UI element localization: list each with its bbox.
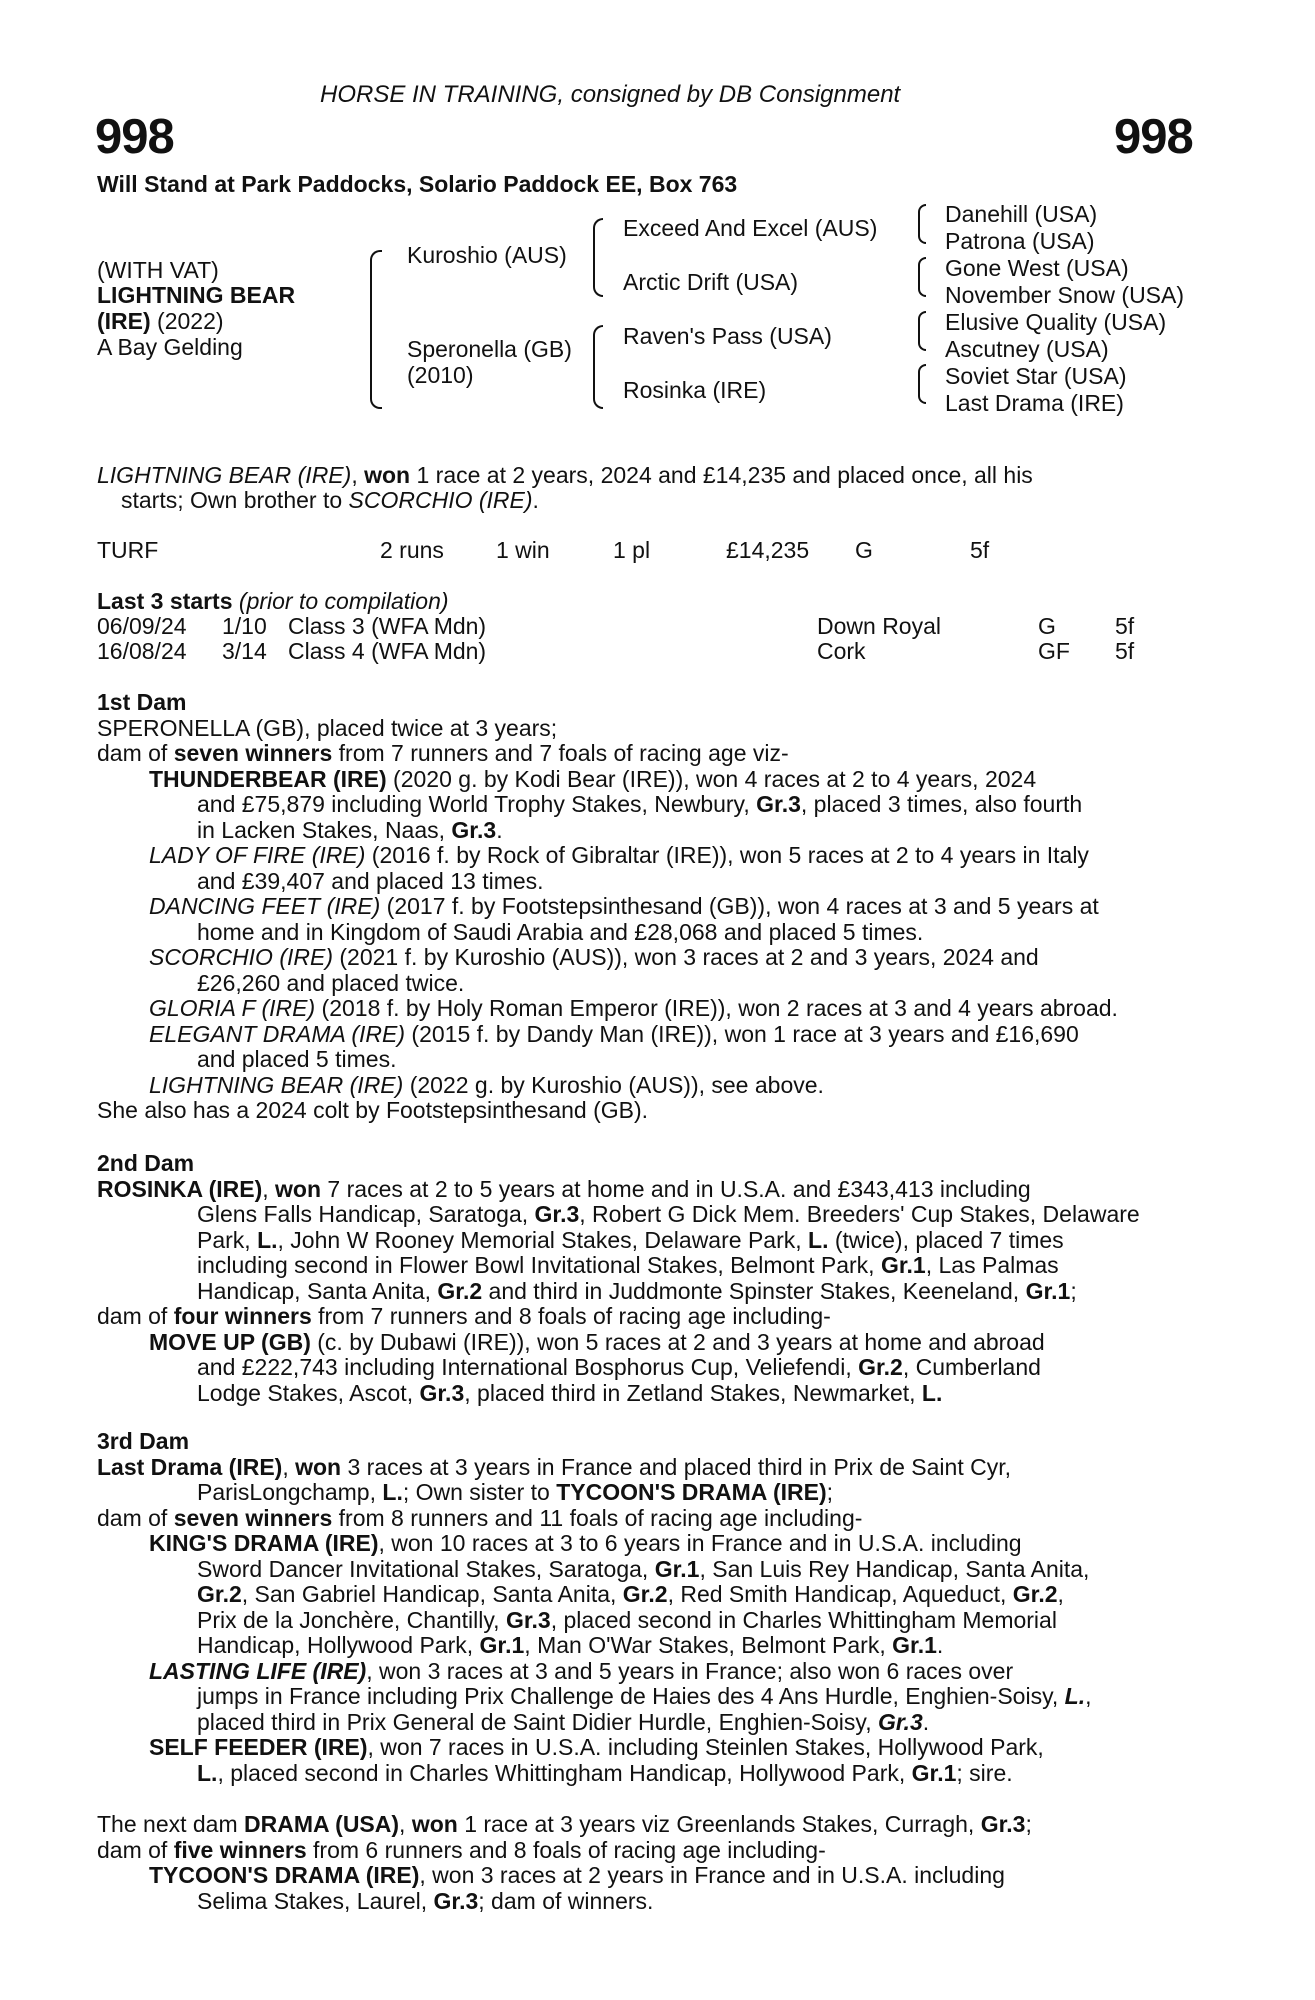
list-item bbox=[97, 1735, 1204, 1761]
text: (2018 f. by Holy Roman Emperor (IRE)), won 2 races at 3 and 4 years abroad. bbox=[315, 995, 1118, 1021]
text-line bbox=[97, 1304, 1204, 1330]
list-item-cont bbox=[97, 818, 1204, 844]
horse-country-year bbox=[97, 309, 224, 335]
third-dam-title: 3rd Dam bbox=[97, 1428, 190, 1454]
text: Park, bbox=[197, 1226, 258, 1253]
text: . bbox=[496, 816, 503, 843]
text: , bbox=[1057, 1581, 1064, 1607]
text: , John W Rooney Memorial Stakes, Delaware Park, bbox=[277, 1226, 809, 1253]
text: Handicap, Hollywood Park, bbox=[197, 1632, 480, 1658]
list-item-cont bbox=[97, 1608, 1204, 1634]
start-going: G bbox=[1038, 613, 1056, 639]
lot-number-right: 998 bbox=[1114, 110, 1193, 164]
text: dam of bbox=[97, 740, 174, 766]
winners-count: seven winners bbox=[173, 1504, 333, 1531]
list-item bbox=[97, 767, 1204, 793]
start-distance: 5f bbox=[1115, 638, 1135, 664]
produce-name: GLORIA F (IRE) bbox=[149, 995, 316, 1021]
produce-name: SELF FEEDER (IRE) bbox=[149, 1734, 368, 1760]
text: (2020 g. by Kodi Bear (IRE)), won 4 races at 2 to 4 years, 2024 bbox=[386, 765, 1037, 792]
summary-text: . bbox=[532, 487, 539, 513]
grade: L. bbox=[1064, 1683, 1086, 1709]
text-line bbox=[97, 1177, 1204, 1203]
list-item bbox=[97, 996, 1204, 1022]
list-item-cont bbox=[97, 1684, 1204, 1710]
lot-number-left: 998 bbox=[95, 110, 174, 164]
start-going: GF bbox=[1038, 638, 1070, 664]
text: ; bbox=[1025, 1811, 1032, 1837]
first-dam-intro: SPERONELLA (GB), placed twice at 3 years; bbox=[97, 714, 558, 741]
vat-note: (WITH VAT) bbox=[97, 257, 219, 283]
grade: Gr.2 bbox=[1012, 1581, 1058, 1607]
list-item bbox=[97, 1531, 1204, 1557]
text: , bbox=[282, 1453, 296, 1480]
second-dam-section bbox=[97, 1151, 1204, 1406]
text: (c. by Dubawi (IRE)), won 5 races at 2 and 3 years at home and abroad bbox=[310, 1328, 1045, 1355]
produce-name: LIGHTNING BEAR (IRE) bbox=[149, 1071, 404, 1098]
list-item bbox=[97, 843, 1204, 869]
start-class: Class 3 (WFA Mdn) bbox=[288, 613, 487, 639]
stand-location: Will Stand at Park Paddocks, Solario Paddock EE, Box 763 bbox=[97, 171, 738, 197]
text: , Robert G Dick Mem. Breeders' Cup Stakes, Delaware bbox=[579, 1201, 1140, 1227]
list-item bbox=[97, 945, 1204, 971]
grade: Gr.3 bbox=[877, 1708, 923, 1735]
text: ParisLongchamp, bbox=[197, 1479, 383, 1505]
summary-text: 1 race at 2 years, 2024 and £14,235 and placed once, all his bbox=[410, 462, 1033, 488]
grade: Gr.1 bbox=[911, 1759, 957, 1786]
text: in Lacken Stakes, Naas, bbox=[197, 816, 452, 843]
first-dam-footnote: She also has a 2024 colt by Footstepsinthesand (GB). bbox=[97, 1097, 649, 1123]
text: placed third in Prix General de Saint Didier Hurdle, Enghien-Soisy, bbox=[197, 1708, 878, 1735]
summary-text: starts; Own brother to bbox=[121, 487, 349, 513]
start-class: Class 4 (WFA Mdn) bbox=[288, 638, 487, 664]
text-line bbox=[97, 1480, 1204, 1506]
grade: Gr.3 bbox=[433, 1887, 479, 1914]
produce-name: THUNDERBEAR (IRE) bbox=[149, 765, 387, 792]
text: from 7 runners and 7 foals of racing age viz- bbox=[332, 740, 789, 766]
pedigree-brace-g4 bbox=[918, 364, 926, 404]
text: The next dam bbox=[97, 1811, 245, 1837]
pedigree-dam: Speronella (GB) bbox=[407, 336, 572, 362]
summary-text: , bbox=[351, 462, 365, 488]
pedigree-brace-dam bbox=[593, 325, 603, 409]
text: , placed second in Charles Whittingham Memorial bbox=[550, 1606, 1057, 1633]
text-line bbox=[97, 1506, 1204, 1532]
text: , Red Smith Handicap, Aqueduct, bbox=[667, 1581, 1013, 1607]
record-prize: £14,235 bbox=[726, 537, 810, 563]
horse-year: (2022) bbox=[150, 308, 224, 334]
text: (2022 g. by Kuroshio (AUS)), see above. bbox=[403, 1071, 824, 1098]
start-course: Cork bbox=[817, 638, 866, 664]
grade: Gr.2 bbox=[858, 1354, 903, 1380]
text: Prix de la Jonchère, Chantilly, bbox=[197, 1606, 506, 1633]
text: , won 7 races in U.S.A. including Steinlen Stakes, Hollywood Park, bbox=[367, 1734, 1044, 1760]
pedigree-brace-g2 bbox=[918, 257, 926, 297]
text: jumps in France including Prix Challenge de Haies des 4 Ans Hurdle, Enghien-Soisy, bbox=[197, 1683, 1065, 1709]
text: from 7 runners and 8 foals of racing age including- bbox=[311, 1303, 831, 1329]
list-item-cont bbox=[97, 1710, 1204, 1736]
text: , Cumberland bbox=[902, 1354, 1041, 1380]
text: (2017 f. by Footstepsinthesand (GB)), won 4 races at 3 and 5 years at bbox=[380, 893, 1099, 919]
list-item-cont bbox=[97, 1761, 1204, 1787]
grade: L. bbox=[921, 1379, 943, 1406]
pedigree-sire: Kuroshio (AUS) bbox=[407, 242, 567, 268]
text: , won 10 races at 3 to 6 years in France and in U.S.A. including bbox=[378, 1530, 1022, 1556]
winners-count: seven winners bbox=[173, 740, 333, 766]
list-item bbox=[97, 1022, 1204, 1048]
produce-name: SCORCHIO (IRE) bbox=[149, 944, 333, 970]
text: dam of bbox=[97, 1836, 174, 1863]
record-placed: 1 pl bbox=[613, 537, 651, 563]
text: including second in Flower Bowl Invitational Stakes, Belmont Park, bbox=[197, 1252, 881, 1278]
pedigree-g3: Gone West (USA) bbox=[945, 255, 1129, 281]
text: 3 races at 3 years in France and placed third in Prix de Saint Cyr, bbox=[341, 1453, 1011, 1480]
text: and £75,879 including World Trophy Stakes, Newbury, bbox=[197, 791, 757, 817]
grade: Gr.3 bbox=[451, 816, 497, 843]
horse-description: A Bay Gelding bbox=[97, 334, 243, 360]
grade: Gr.3 bbox=[505, 1606, 551, 1633]
won: won bbox=[411, 1811, 458, 1837]
list-item-cont bbox=[97, 1557, 1204, 1583]
pedigree-g7: Soviet Star (USA) bbox=[945, 363, 1127, 389]
grade: L. bbox=[257, 1226, 278, 1253]
grade: Gr.2 bbox=[437, 1277, 483, 1304]
list-item bbox=[97, 894, 1204, 920]
grade: L. bbox=[197, 1759, 218, 1786]
text: 1 race at 3 years viz Greenlands Stakes, Curragh, bbox=[457, 1811, 981, 1837]
list-item-cont: £26,260 and placed twice. bbox=[197, 969, 465, 996]
list-item-cont bbox=[97, 1355, 1204, 1381]
first-dam-title: 1st Dam bbox=[97, 689, 187, 715]
summary-sibling: SCORCHIO (IRE) bbox=[348, 487, 533, 513]
grade: Gr.3 bbox=[756, 791, 801, 817]
text: , bbox=[262, 1175, 276, 1202]
pedigree-brace-g1 bbox=[918, 204, 926, 244]
list-item bbox=[97, 1330, 1204, 1356]
grade: Gr.1 bbox=[479, 1632, 525, 1658]
text: (2016 f. by Rock of Gibraltar (IRE)), won 5 races at 2 to 4 years in Italy bbox=[365, 842, 1089, 868]
start-position: 3/14 bbox=[222, 638, 267, 664]
start-date: 06/09/24 bbox=[97, 613, 187, 639]
list-item-cont: and £39,407 and placed 13 times. bbox=[197, 867, 544, 894]
list-item-cont bbox=[97, 1582, 1204, 1608]
text: , bbox=[1085, 1683, 1092, 1709]
text: . bbox=[936, 1632, 944, 1658]
text: , Las Palmas bbox=[925, 1252, 1059, 1278]
text: , San Gabriel Handicap, Santa Anita, bbox=[241, 1581, 623, 1607]
text: ; dam of winners. bbox=[478, 1887, 654, 1914]
text: , won 3 races at 2 years in France and in U.S.A. including bbox=[419, 1862, 1005, 1888]
pedigree-g6: Ascutney (USA) bbox=[945, 336, 1109, 362]
text: , San Luis Rey Handicap, Santa Anita, bbox=[699, 1555, 1090, 1582]
list-item-cont bbox=[97, 1633, 1204, 1659]
list-item-cont bbox=[97, 792, 1204, 818]
record-wins: 1 win bbox=[496, 537, 550, 563]
pedigree-sire-sire: Exceed And Excel (AUS) bbox=[623, 215, 878, 241]
dam-name: Last Drama (IRE) bbox=[97, 1453, 283, 1480]
consignment-header: HORSE IN TRAINING, consigned by DB Consignment bbox=[320, 81, 901, 108]
text: . bbox=[922, 1708, 930, 1735]
text-line bbox=[97, 1228, 1204, 1254]
third-dam-section bbox=[97, 1429, 1204, 1786]
list-item-cont: home and in Kingdom of Saudi Arabia and £28,068 and placed 5 times. bbox=[197, 918, 924, 945]
text: Handicap, Santa Anita, bbox=[197, 1277, 438, 1304]
grade: Gr.3 bbox=[980, 1811, 1026, 1837]
grade: L. bbox=[382, 1479, 403, 1505]
last-starts-title: Last 3 starts bbox=[97, 588, 233, 614]
record-runs: 2 runs bbox=[380, 537, 444, 563]
list-item bbox=[97, 1073, 1204, 1099]
grade: Gr.2 bbox=[197, 1581, 242, 1607]
text: ; bbox=[826, 1479, 833, 1505]
text: dam of bbox=[97, 1303, 174, 1329]
list-item-cont: and placed 5 times. bbox=[197, 1046, 397, 1072]
grade: Gr.2 bbox=[622, 1581, 668, 1607]
pedigree-g2: Patrona (USA) bbox=[945, 228, 1095, 254]
text: Glens Falls Handicap, Saratoga, bbox=[197, 1201, 535, 1227]
pedigree-sire-dam: Arctic Drift (USA) bbox=[623, 269, 799, 295]
winners-count: five winners bbox=[173, 1836, 307, 1863]
won: won bbox=[275, 1175, 322, 1202]
text-line bbox=[97, 1812, 1204, 1838]
text: Lodge Stakes, Ascot, bbox=[197, 1379, 420, 1406]
text: , placed 3 times, also fourth bbox=[800, 791, 1083, 817]
summary-horse-name: LIGHTNING BEAR (IRE) bbox=[97, 462, 352, 488]
text: , placed second in Charles Whittingham Handicap, Hollywood Park, bbox=[217, 1759, 912, 1786]
summary-line-2 bbox=[121, 488, 539, 514]
text: (2021 f. by Kuroshio (AUS)), won 3 races at 2 and 3 years, 2024 and bbox=[333, 944, 1039, 970]
text: (2015 f. by Dandy Man (IRE)), won 1 race at 3 years and £16,690 bbox=[405, 1020, 1079, 1047]
pedigree-brace-g3 bbox=[918, 311, 926, 351]
produce-name: MOVE UP (GB) bbox=[149, 1328, 311, 1355]
summary-won: won bbox=[364, 462, 411, 488]
list-item-cont bbox=[97, 1889, 1204, 1915]
text: ; sire. bbox=[956, 1759, 1013, 1786]
horse-name: LIGHTNING BEAR bbox=[97, 282, 296, 308]
text: , won 3 races at 3 and 5 years in France; also won 6 races over bbox=[366, 1657, 1014, 1684]
record-distance: 5f bbox=[970, 537, 990, 563]
text: ; bbox=[1070, 1277, 1077, 1304]
pedigree-g8: Last Drama (IRE) bbox=[945, 390, 1124, 416]
text: (twice), placed 7 times bbox=[828, 1226, 1064, 1253]
dam-name: DRAMA (USA) bbox=[244, 1811, 400, 1837]
produce-name: LADY OF FIRE (IRE) bbox=[149, 842, 366, 868]
text: 7 races at 2 to 5 years at home and in U.S.A. and £343,413 including bbox=[321, 1175, 1031, 1202]
record-surface: TURF bbox=[97, 537, 159, 563]
text: dam of bbox=[97, 1504, 174, 1531]
grade: Gr.1 bbox=[880, 1252, 926, 1278]
produce-name: TYCOON'S DRAMA (IRE) bbox=[149, 1862, 420, 1888]
pedigree-g4: November Snow (USA) bbox=[945, 282, 1185, 308]
next-dam-section bbox=[97, 1812, 1204, 1914]
start-position: 1/10 bbox=[222, 613, 267, 639]
text: ; Own sister to bbox=[402, 1479, 557, 1505]
start-distance: 5f bbox=[1115, 613, 1135, 639]
text-line bbox=[97, 1455, 1204, 1481]
grade: Gr.1 bbox=[1025, 1277, 1071, 1304]
grade: Gr.1 bbox=[892, 1632, 937, 1658]
text-line bbox=[97, 1279, 1204, 1305]
pedigree-dam-dam: Rosinka (IRE) bbox=[623, 377, 767, 403]
text: and £222,743 including International Bosphorus Cup, Veliefendi, bbox=[197, 1354, 859, 1380]
produce-name: ELEGANT DRAMA (IRE) bbox=[149, 1020, 406, 1047]
text: Selima Stakes, Laurel, bbox=[197, 1887, 434, 1914]
text-line bbox=[97, 1202, 1204, 1228]
text: from 8 runners and 11 foals of racing age including- bbox=[332, 1504, 863, 1531]
last-starts-heading bbox=[97, 589, 449, 615]
horse-country: (IRE) bbox=[97, 308, 151, 334]
list-item bbox=[97, 1659, 1204, 1685]
list-item-cont bbox=[97, 1381, 1204, 1407]
text-line bbox=[97, 1253, 1204, 1279]
list-item bbox=[97, 1863, 1204, 1889]
produce-name: DANCING FEET (IRE) bbox=[149, 893, 381, 919]
first-dam-section bbox=[97, 690, 1204, 1124]
pedigree-dam-sire: Raven's Pass (USA) bbox=[623, 323, 832, 349]
pedigree-brace-main bbox=[370, 250, 382, 409]
first-dam-produce-intro bbox=[97, 741, 1204, 767]
grade: Gr.1 bbox=[654, 1555, 700, 1582]
produce-name: LASTING LIFE (IRE) bbox=[149, 1657, 367, 1684]
text: and third in Juddmonte Spinster Stakes, Keeneland, bbox=[482, 1277, 1026, 1304]
dam-name: ROSINKA (IRE) bbox=[97, 1175, 263, 1202]
grade: L. bbox=[808, 1226, 829, 1253]
pedigree-dam-year: (2010) bbox=[407, 362, 474, 388]
text-line bbox=[97, 1838, 1204, 1864]
text: from 6 runners and 8 foals of racing age including- bbox=[306, 1836, 826, 1863]
start-date: 16/08/24 bbox=[97, 638, 187, 664]
text: Sword Dancer Invitational Stakes, Saratoga, bbox=[197, 1555, 655, 1582]
last-starts-subtitle: (prior to compilation) bbox=[232, 588, 449, 614]
pedigree-g1: Danehill (USA) bbox=[945, 201, 1098, 227]
grade: Gr.3 bbox=[534, 1201, 580, 1227]
summary-line-1 bbox=[97, 463, 1033, 489]
start-course: Down Royal bbox=[817, 613, 941, 639]
pedigree-g5: Elusive Quality (USA) bbox=[945, 309, 1167, 335]
sibling-name: TYCOON'S DRAMA (IRE) bbox=[556, 1479, 827, 1505]
won: won bbox=[295, 1453, 342, 1480]
pedigree-brace-sire bbox=[593, 218, 603, 297]
text: , Man O'War Stakes, Belmont Park, bbox=[524, 1632, 893, 1658]
record-going: G bbox=[855, 537, 873, 563]
text: , placed third in Zetland Stakes, Newmarket, bbox=[464, 1379, 922, 1406]
text: , bbox=[399, 1811, 412, 1837]
winners-count: four winners bbox=[173, 1303, 312, 1329]
grade: Gr.3 bbox=[419, 1379, 465, 1406]
produce-name: KING'S DRAMA (IRE) bbox=[149, 1530, 379, 1556]
second-dam-title: 2nd Dam bbox=[97, 1150, 195, 1176]
